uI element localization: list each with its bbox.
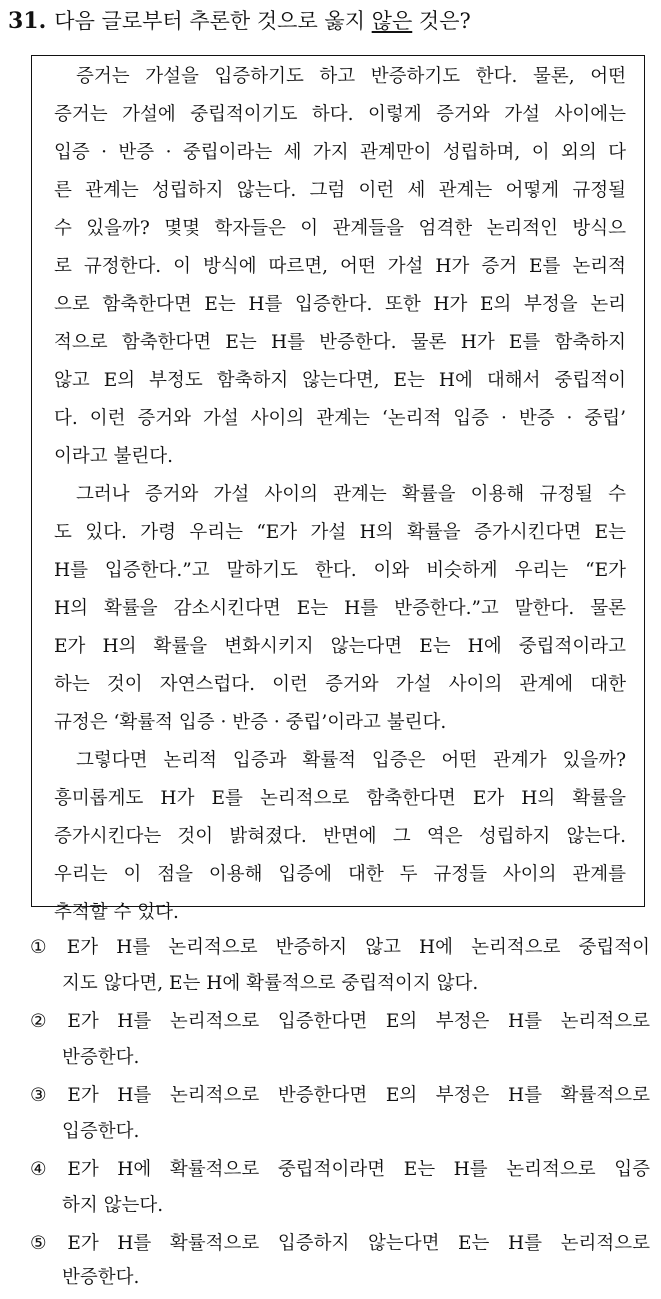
passage-line: 로 규정한다. 이 방식에 따르면, 어떤 가설 H가 증거 E를 논리적	[54, 256, 626, 277]
question-text-underlined: 않은	[371, 9, 413, 33]
choice-3-text: E가 H를 논리적으로 반증한다면 E의 부정은 H를 확률적으로	[67, 1085, 650, 1106]
passage-line: 다. 이런 증거와 가설 사이의 관계는 ‘논리적 입증 · 반증 · 중립’	[54, 408, 626, 429]
passage-line: 으로 함축한다면 E는 H를 입증한다. 또한 H가 E의 부정을 논리	[54, 294, 626, 315]
passage-line: 증가시킨다는 것이 밝혀졌다. 반면에 그 역은 성립하지 않는다.	[54, 826, 626, 847]
choice-2-text: E가 H를 논리적으로 입증한다면 E의 부정은 H를 논리적으로	[67, 1011, 650, 1032]
choice-3-line2: 입증한다.	[62, 1121, 140, 1142]
passage-line: 그러나 증거와 가설 사이의 관계는 확률을 이용해 규정될 수	[76, 484, 626, 505]
question-text-after: 것은?	[412, 9, 471, 33]
passage-line: 추적할 수 있다.	[54, 902, 179, 923]
choice-5-text: E가 H를 확률적으로 입증하지 않는다면 E는 H를 논리적으로	[67, 1233, 650, 1254]
passage-line: 증거는 가설을 입증하기도 하고 반증하기도 한다. 물론, 어떤	[76, 66, 626, 87]
choice-4-line1[interactable]	[30, 1152, 650, 1188]
passage-line: 수 있을까? 몇몇 학자들은 이 관계들을 엄격한 논리적인 방식으	[54, 218, 626, 239]
passage-line: 우리는 이 점을 이용해 입증에 대한 두 규정들 사이의 관계를	[54, 864, 626, 885]
passage-line: 않고 E의 부정도 함축하지 않는다면, E는 H에 대해서 중립적이	[54, 370, 626, 391]
choice-1-text: E가 H를 논리적으로 반증하지 않고 H에 논리적으로 중립적이	[66, 937, 650, 958]
passage-line: 른 관계는 성립하지 않는다. 그럼 이런 세 관계는 어떻게 규정될	[54, 180, 626, 201]
question-text-before: 다음 글로부터 추론한 것으로 옳지	[54, 9, 372, 33]
passage-line: 적으로 함축한다면 E는 H를 반증한다. 물론 H가 E를 함축하지	[54, 332, 626, 353]
choice-4-marker: ④	[30, 1159, 60, 1180]
passage-box	[31, 55, 645, 923]
passage-line: 그렇다면 논리적 입증과 확률적 입증은 어떤 관계가 있을까?	[76, 750, 626, 771]
choice-5-marker: ⑤	[30, 1233, 60, 1254]
passage-line: 하는 것이 자연스럽다. 이런 증거와 가설 사이의 관계에 대한	[54, 674, 626, 695]
choice-2-line1[interactable]	[30, 1004, 650, 1040]
passage-line: H의 확률을 감소시킨다면 E는 H를 반증한다.”고 말한다. 물론	[54, 598, 626, 619]
choice-3-line1[interactable]	[30, 1078, 650, 1114]
choice-5-line2: 반증한다.	[62, 1267, 140, 1288]
passage-line: 이라고 불린다.	[54, 446, 173, 467]
choice-3-marker: ③	[30, 1085, 60, 1106]
passage-line: 입증 · 반증 · 중립이라는 세 가지 관계만이 성립하며, 이 외의 다	[54, 142, 626, 163]
passage-line: H를 입증한다.”고 말하기도 한다. 이와 비슷하게 우리는 “E가	[54, 560, 626, 581]
choice-5-line1[interactable]	[30, 1226, 650, 1262]
passage-line: E가 H의 확률을 변화시키지 않는다면 E는 H에 중립적이라고	[54, 636, 626, 657]
choice-1-line2: 지도 않다면, E는 H에 확률적으로 중립적이지 않다.	[62, 973, 479, 994]
question-header	[8, 4, 658, 38]
choice-4-text: E가 H에 확률적으로 중립적이라면 E는 H를 논리적으로 입증	[67, 1159, 650, 1180]
choice-2-line2: 반증한다.	[62, 1047, 140, 1068]
choice-2-marker: ②	[30, 1011, 60, 1032]
passage-line: 흥미롭게도 H가 E를 논리적으로 함축한다면 E가 H의 확률을	[54, 788, 626, 809]
choice-4-line2: 하지 않는다.	[62, 1195, 164, 1216]
choice-1-marker: ①	[30, 937, 59, 958]
choice-1-line1[interactable]	[30, 930, 650, 966]
passage-line: 규정은 ‘확률적 입증 · 반증 · 중립’이라고 불린다.	[54, 712, 447, 733]
passage-line: 도 있다. 가령 우리는 “E가 가설 H의 확률을 증가시킨다면 E는	[54, 522, 626, 543]
question-number: 31.	[8, 8, 47, 34]
passage-line: 증거는 가설에 중립적이기도 하다. 이렇게 증거와 가설 사이에는	[54, 104, 626, 125]
